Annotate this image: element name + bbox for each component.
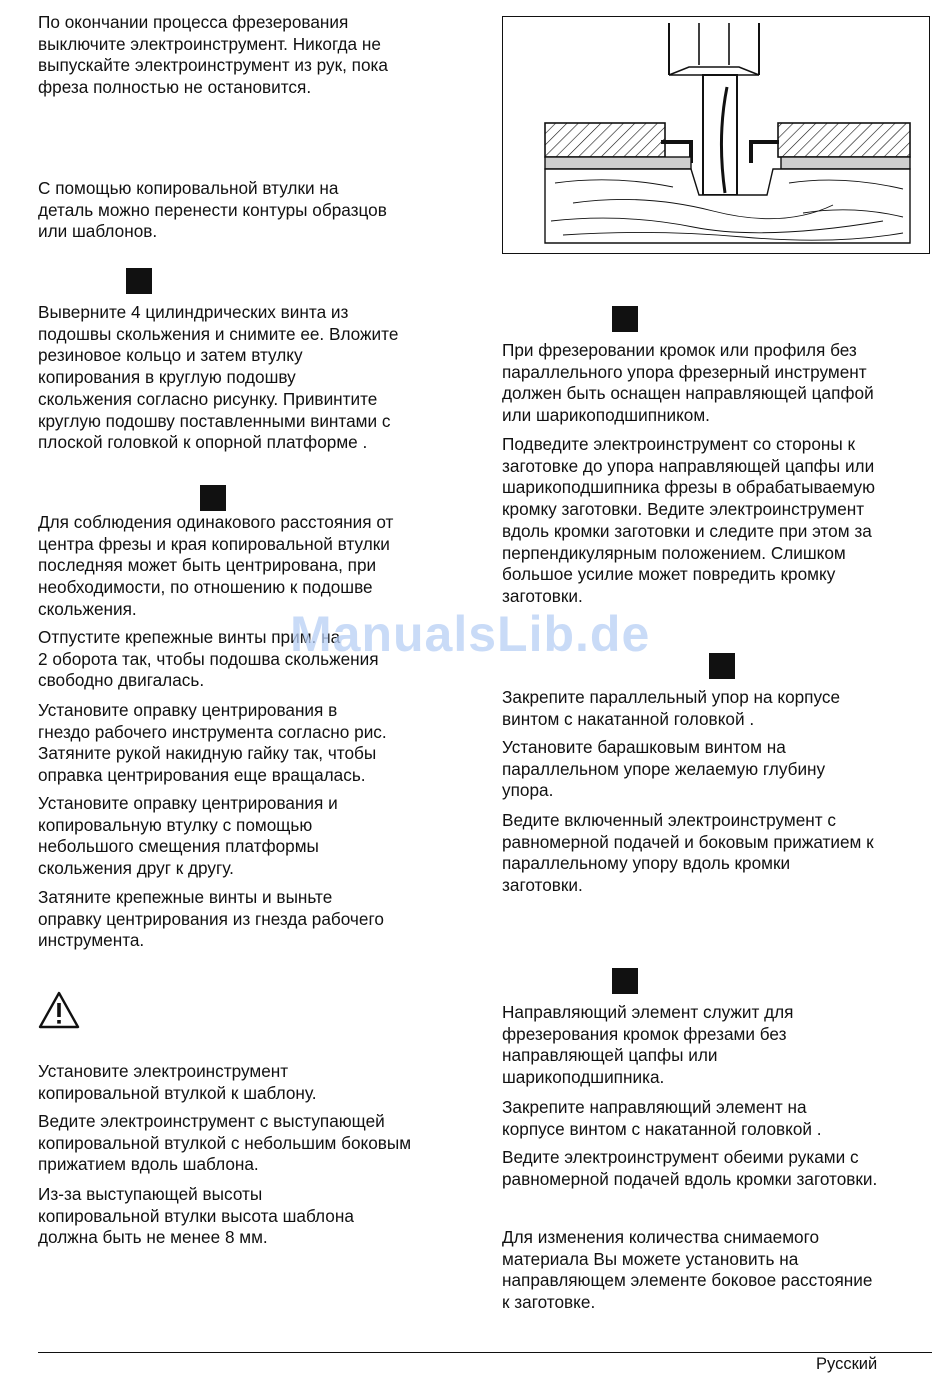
right-para-1: При фрезеровании кромок или профиля без параллельного упора фрезерный инструмент должен быть оснащен направляющей цапфой или шарикоподшипником.: [502, 340, 874, 426]
section-marker-square: [200, 485, 226, 511]
left-para-7: Установите оправку центрирования и копировальную втулку с помощью небольшого смещения платформы скольжения друг к другу.: [38, 793, 338, 879]
section-marker-square: [612, 968, 638, 994]
left-para-5: Отпустите крепежные винты прим. на 2 оборота так, чтобы подошва скольжения свободно двигалась.: [38, 627, 379, 691]
section-marker-square: [126, 268, 152, 294]
left-para-6: Установите оправку центрирования в гнездо рабочего инструмента согласно рис. Затяните рукой накидную гайку так, чтобы оправка центрирования еще вращалась.: [38, 700, 387, 786]
section-marker-square: [612, 306, 638, 332]
left-para-9: Установите электроинструмент копировальной втулкой к шаблону.: [38, 1061, 317, 1103]
right-para-9: Для изменения количества снимаемого материала Вы можете установить на направляющем элементе боковое расстояние к заготовке.: [502, 1227, 873, 1313]
footer-language: Русский: [816, 1355, 878, 1373]
left-para-3: Выверните 4 цилиндрических винта из подошвы скольжения и снимите ее. Вложите резиновое кольцо и затем втулку копирования в круглую подошву скольжения согласно рисунку. Привинтите круглую подошву поставленными винтами с плоской головкой к опорной платформе .: [38, 302, 399, 453]
left-para-10: Ведите электроинструмент с выступающей копировальной втулкой с небольшим боковым прижатием вдоль шаблона.: [38, 1111, 412, 1175]
section-marker-square: [709, 653, 735, 679]
right-para-2: Подведите электроинструмент со стороны к заготовке до упора направляющей цапфы или шарикоподшипника фрезы в обрабатываемую кромку заготовки. Ведите электроинструмент вдоль кромки заготовки и следите при этом за перпендикулярным положением. Слишком большое усилие может повредить кромку заготовки.: [502, 434, 876, 606]
router-bit-illustration: [502, 16, 930, 254]
right-para-5: Ведите включенный электроинструмент с равномерной подачей и боковым прижатием к параллельному упору вдоль кромки заготовки.: [502, 810, 874, 896]
watermark: ManualsLib.de: [290, 606, 651, 662]
router-cross-section-drawing: [503, 17, 929, 253]
left-para-1: По окончании процесса фрезерования выключите электроинструмент. Никогда не выпускайте электроинструмент из рук, пока фреза полностью не остановится.: [38, 12, 388, 98]
right-para-4: Установите барашковым винтом на параллельном упоре желаемую глубину упора.: [502, 737, 826, 801]
left-para-4: Для соблюдения одинакового расстояния от центра фрезы и края копировальной втулки последняя может быть центрирована, при необходимости, по отношению к подошве скольжения.: [38, 512, 394, 619]
left-para-2: С помощью копировальной втулки на деталь можно перенести контуры образцов или шаблонов.: [38, 178, 387, 242]
right-para-6: Направляющий элемент служит для фрезерования кромок фрезами без направляющей цапфы или шарикоподшипника.: [502, 1002, 794, 1088]
footer-rule: [38, 1352, 932, 1353]
right-para-8: Ведите электроинструмент обеими руками с равномерной подачей вдоль кромки заготовки.: [502, 1147, 878, 1189]
right-para-3: Закрепите параллельный упор на корпусе винтом с накатанной головкой .: [502, 687, 841, 729]
left-para-11: Из-за выступающей высоты копировальной втулки высота шаблона должна быть не менее 8 мм.: [38, 1184, 354, 1248]
right-para-7: Закрепите направляющий элемент на корпусе винтом с накатанной головкой .: [502, 1097, 822, 1139]
warning-triangle-icon: [38, 990, 80, 1030]
left-para-8: Затяните крепежные винты и выньте оправку центрирования из гнезда рабочего инструмента.: [38, 887, 384, 951]
